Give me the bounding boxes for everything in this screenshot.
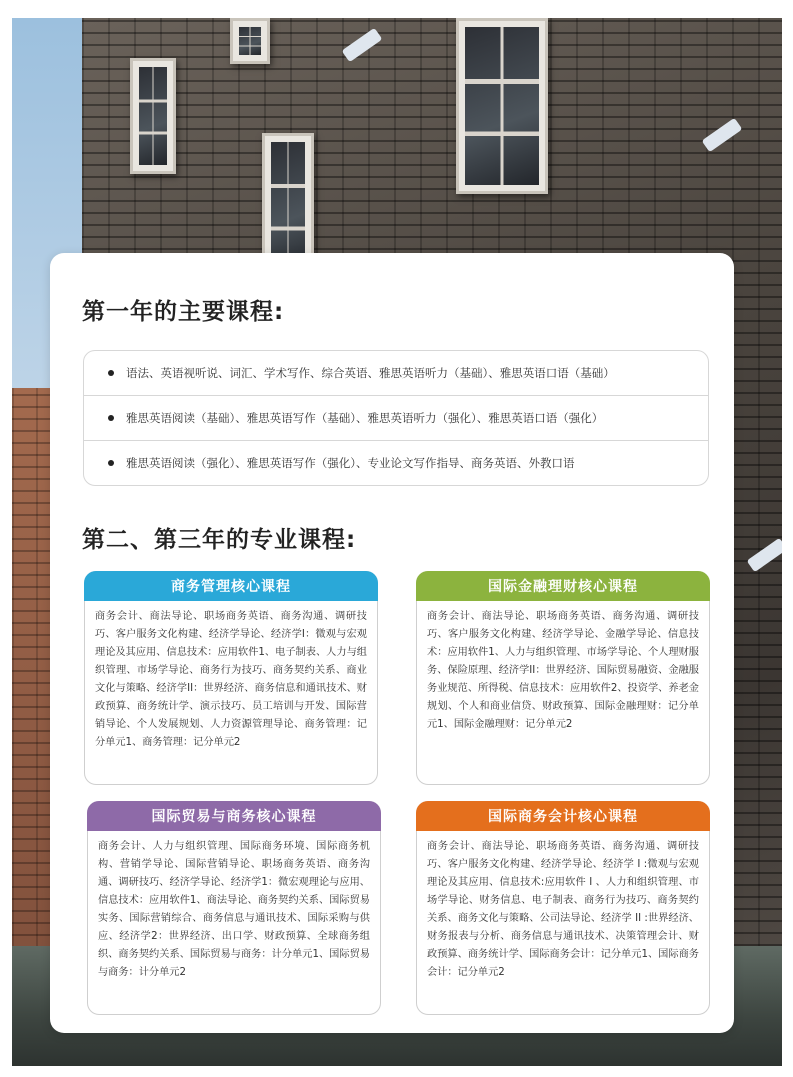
international-trade-course-box <box>87 801 381 1015</box>
course-box-header: 国际贸易与商务核心课程 <box>87 801 381 831</box>
bullet-icon <box>108 460 114 466</box>
course-box-body: 商务会计、商法导论、职场商务英语、商务沟通、调研技巧、客户服务文化构建、经济学导论、经济学I：微观与宏观理论及其应用、信息技术：应用软件1、电子制表、人力与组织管理、市场学导论、商务行为技巧、商务契约关系、商业文化与策略、经济学II：世界经济、商务信息和通讯技术、财政预算、商务统计学、演示技巧、员工培训与开发、国际营销导论、个人发展规划、人力资源管理导论、商务管理：记分单元1、商务管理：记分单元2 <box>95 611 367 748</box>
course-box-body: 商务会计、人力与组织管理、国际商务环境、国际商务机构、营销学导论、国际营销导论、职场商务英语、商务沟通、调研技巧、经济学导论、经济学1：微宏观理论与应用、信息技术：应用软件1、商法导论、商务契约关系、国际贸易实务、国际营销综合、商务信息与通讯技术、国际采购与供应、经济学2：世界经济、出口学、财政预算、全球商务组织、商务契约关系、国际贸易与商务：计分单元1、国际贸易与商务：计分单元2 <box>98 841 370 978</box>
course-box-header: 商务管理核心课程 <box>84 571 378 601</box>
course-box-header: 国际商务会计核心课程 <box>416 801 710 831</box>
course-box-body: 商务会计、商法导论、职场商务英语、商务沟通、调研技巧、客户服务文化构建、经济学导论、金融学导论、信息技术：应用软件1、人力与组织管理、市场学导论、个人理财服务、保险原理、经济学II：世界经济、国际贸易融资、金融服务业规范、所得税、信息技术：应用软件2、投资学、养老金规划、个人和商业信贷、财政预算、国际金融理财：记分单元1、国际金融理财：记分单元2 <box>427 611 699 730</box>
list-item <box>84 441 708 485</box>
bullet-icon <box>108 370 114 376</box>
list-item <box>84 351 708 396</box>
international-finance-course-box <box>416 571 710 785</box>
list-item <box>84 396 708 441</box>
year23-title: 第二、第三年的专业课程: <box>82 527 357 553</box>
course-box-body: 商务会计、商法导论、职场商务英语、商务沟通、调研技巧、客户服务文化构建、经济学导论、经济学 I :微观与宏观理论及其应用、信息技术:应用软件 I 、人力和组织管理、市场学导论、财务信息、电子制表、商务行为技巧、商务契约关系、商务文化与策略、公司法导论、经济学 II :世界经济、财务报表与分析、商务信息与通讯技术、决策管理会计、财政预算、商务统计学、国际商务会计：记分单元1、国际商务会计：记分单元2 <box>427 841 699 978</box>
course-box-header: 国际金融理财核心课程 <box>416 571 710 601</box>
building-window <box>230 18 270 64</box>
year1-course-list <box>83 350 709 486</box>
building-window <box>130 58 176 174</box>
year1-title: 第一年的主要课程: <box>82 299 285 325</box>
list-item-text: 语法、英语视听说、词汇、学术写作、综合英语、雅思英语听力（基础）、雅思英语口语（基础） <box>126 366 615 380</box>
building-window <box>456 18 548 194</box>
course-card <box>50 253 734 1033</box>
international-accounting-course-box <box>416 801 710 1015</box>
list-item-text: 雅思英语阅读（强化）、雅思英语写作（强化）、专业论文写作指导、商务英语、外教口语 <box>126 456 575 470</box>
business-management-course-box <box>84 571 378 785</box>
bullet-icon <box>108 415 114 421</box>
list-item-text: 雅思英语阅读（基础）、雅思英语写作（基础）、雅思英语听力（强化）、雅思英语口语（强化） <box>126 411 604 425</box>
